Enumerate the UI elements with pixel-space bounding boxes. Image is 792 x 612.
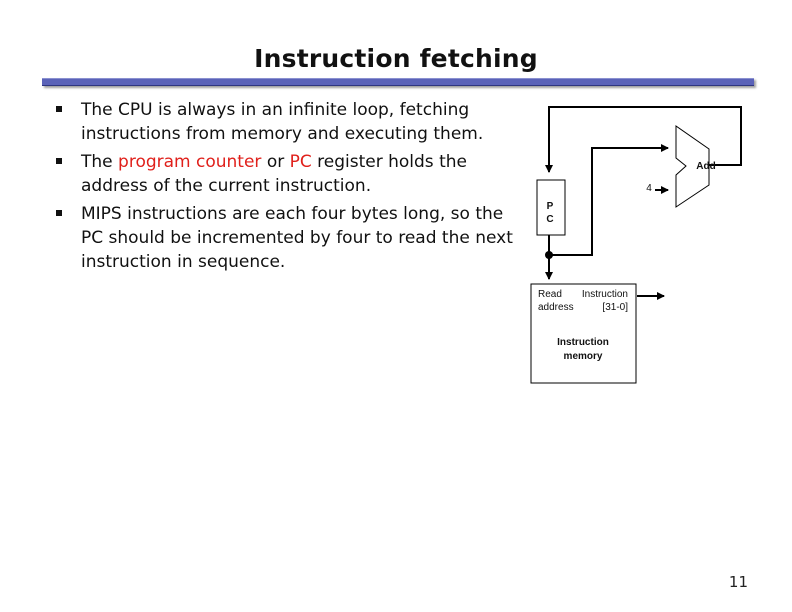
memory-name-line2: memory [563,351,603,362]
pc-to-adder-wire [546,148,668,255]
bullet-text-start: The [81,152,119,172]
bullet-text-middle: or [261,152,290,172]
adder-label: Add [696,161,716,172]
memory-instruction-label: Instruction [581,289,628,300]
pc-label-p: P [546,201,554,212]
page-number: 11 [728,573,748,591]
memory-read-label: Read [538,289,562,300]
bullet-text: The CPU is always in an infinite loop, fetching instructions from memory and executing them. [81,100,484,144]
bullet-text: MIPS instructions are each four bytes long, so the PC should be incremented by four to read the next instruction in sequence. [81,204,513,272]
bullet-text-end: register holds the address of the current instruction. [81,152,467,196]
memory-name-line1: Instruction [557,337,609,348]
highlight-program-counter: program counter [118,152,262,172]
slide-title: Instruction fetching [254,44,538,73]
memory-bits-label: [31-0] [602,302,628,313]
highlight-pc: PC [289,152,312,172]
constant-four-label: 4 [646,183,652,194]
memory-address-label: address [538,302,574,313]
pc-label-c: C [546,214,554,225]
wire-junction-dot [545,251,553,259]
